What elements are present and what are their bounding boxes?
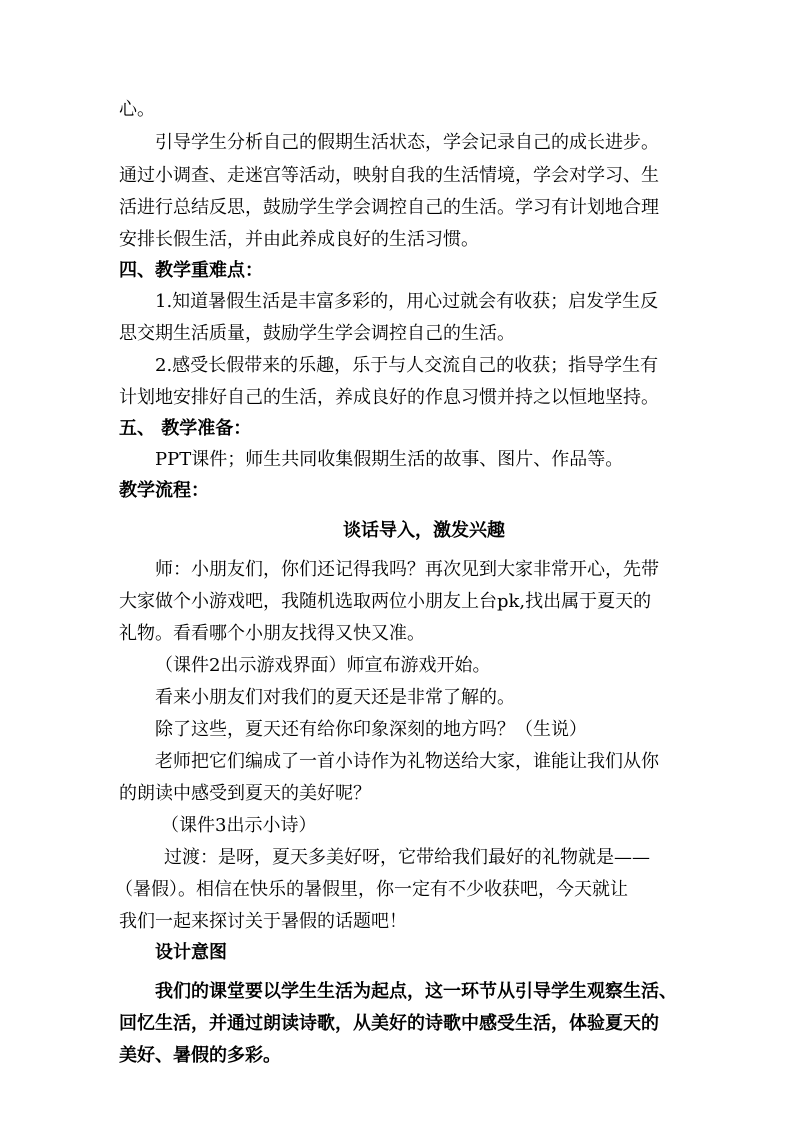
paragraph-line: （课件3出示小诗） bbox=[161, 815, 317, 836]
paragraph-line: 通过小调查、走迷宫等活动，映射自我的生活情境，学会对学习、生 bbox=[119, 165, 659, 186]
paragraph-line: 活进行总结反思，鼓励学生学会调控自己的生活。学习有计划地合理 bbox=[119, 197, 659, 218]
paragraph-line: 引导学生分析自己的假期生活状态，学会记录自己的成长进步。 bbox=[155, 132, 659, 153]
subsection-title: 谈话导入，激发兴趣 bbox=[343, 520, 505, 541]
section-heading: 五、 教学准备： bbox=[119, 418, 252, 439]
paragraph-line: 大家做个小游戏吧，我随机选取两位小朋友上台pk,找出属于夏天的 bbox=[119, 591, 652, 612]
paragraph-line: 的朗读中感受到夏天的美好呢？ bbox=[119, 783, 371, 804]
paragraph-line: 计划地安排好自己的生活，养成良好的作息习惯并持之以恒地坚持。 bbox=[119, 387, 659, 408]
design-intent-heading: 设计意图 bbox=[155, 942, 227, 963]
paragraph-line: 师：小朋友们，你们还记得我吗？再次见到大家非常开心，先带 bbox=[155, 559, 659, 580]
paragraph-line: 礼物。看看哪个小朋友找得又快又准。 bbox=[119, 623, 425, 644]
paragraph-line: （暑假）。相信在快乐的暑假里，你一定有不少收获吧，今天就让 bbox=[115, 879, 628, 900]
paragraph-line: 我们一起来探讨关于暑假的话题吧！ bbox=[119, 911, 407, 932]
paragraph-line: 除了这些，夏天还有给你印象深刻的地方吗？（生说） bbox=[155, 719, 587, 740]
paragraph-line: 过渡：是呀，夏天多美好呀，它带给我们最好的礼物就是—— bbox=[164, 847, 650, 868]
paragraph-line: （课件2出示游戏界面）师宣布游戏开始。 bbox=[155, 655, 491, 676]
paragraph-line: 2.感受长假带来的乐趣，乐于与人交流自己的收获；指导学生有 bbox=[155, 355, 659, 376]
design-intent-line: 美好、暑假的多彩。 bbox=[119, 1045, 281, 1066]
design-intent-line: 回忆生活，并通过朗读诗歌，从美好的诗歌中感受生活，体验夏天的 bbox=[119, 1013, 659, 1034]
design-intent-line: 我们的课堂要以学生生活为起点，这一环节从引导学生观察生活、 bbox=[155, 981, 677, 1002]
section-heading: 教学流程： bbox=[119, 480, 209, 501]
paragraph-line: PPT课件；师生共同收集假期生活的故事、图片、作品等。 bbox=[155, 449, 624, 470]
paragraph-line: 1.知道暑假生活是丰富多彩的，用心过就会有收获；启发学生反 bbox=[155, 291, 659, 312]
paragraph-line: 心。 bbox=[119, 99, 155, 120]
section-heading: 四、教学重难点： bbox=[119, 260, 263, 281]
paragraph-line: 思交期生活质量，鼓励学生学会调控自己的生活。 bbox=[119, 323, 515, 344]
paragraph-line: 老师把它们编成了一首小诗作为礼物送给大家，谁能让我们从你 bbox=[155, 751, 659, 772]
paragraph-line: 安排长假生活，并由此养成良好的生活习惯。 bbox=[119, 229, 479, 250]
paragraph-line: 看来小朋友们对我们的夏天还是非常了解的。 bbox=[155, 687, 515, 708]
